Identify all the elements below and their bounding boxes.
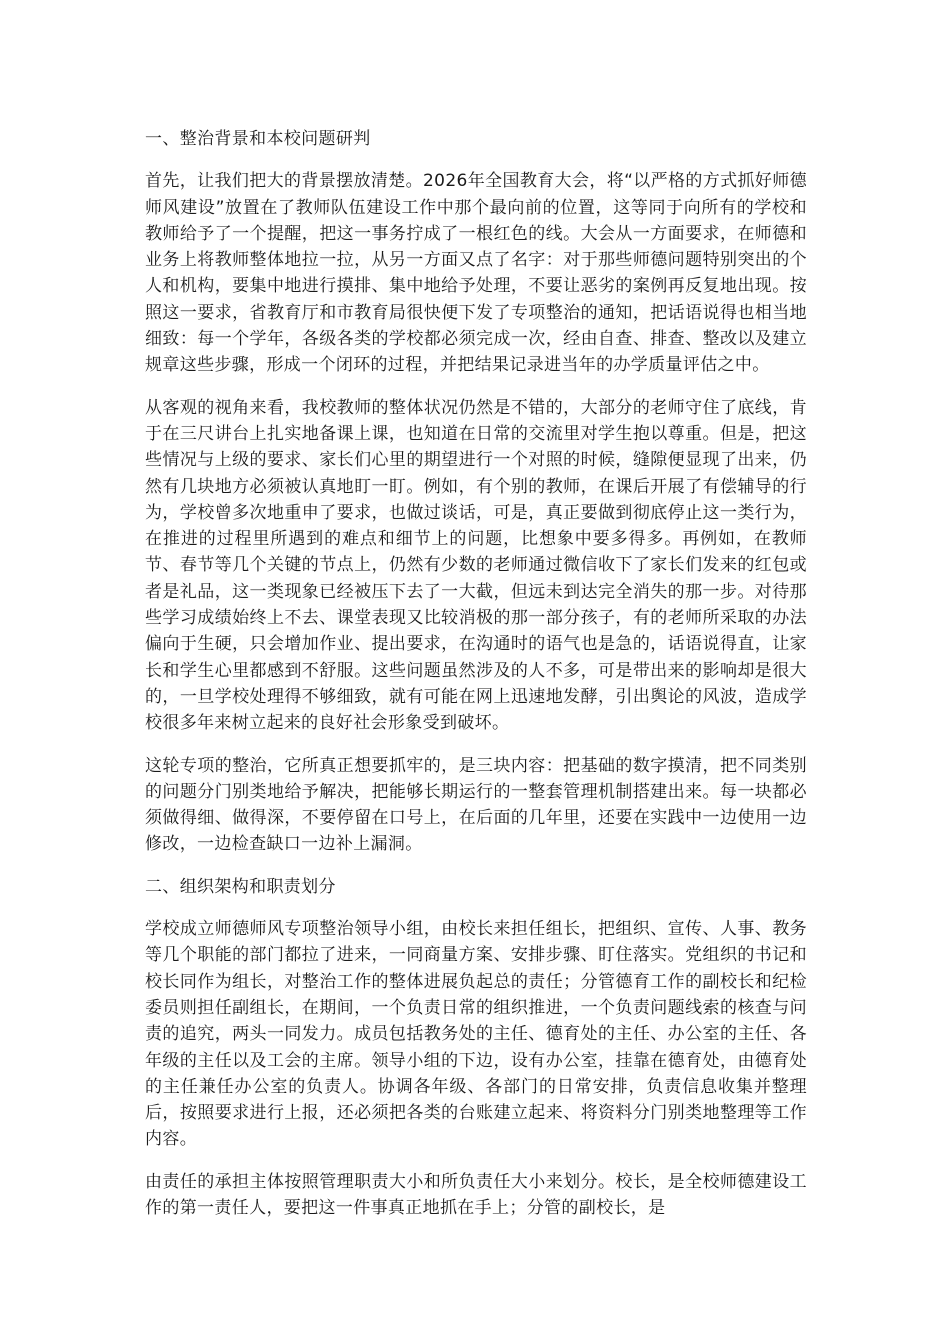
section-1-paragraph-3: 这轮专项的整治，它所真正想要抓牢的，是三块内容：把基础的数字摸清，把不同类别的问题分门别类地给予解决，把能够长期运行的一整套管理机制搭建出来。每一块都必须做得细、做得深，不要停留在口号上，在后面的几年里，还要在实践中一边使用一边修改，一边检查缺口一边补上漏洞。: [145, 755, 807, 855]
section-2-paragraph-1: 学校成立师德师风专项整治领导小组，由校长来担任组长，把组织、宣传、人事、教务等几个职能的部门都拉了进来，一同商量方案、安排步骤、盯住落实。党组织的书记和校长同作为组长，对整治工作的整体进展负起总的责任；分管德育工作的副校长和纪检委员则担任副组长，在期间，一个负责日常的组织推进，一个负责问题线索的核查与问责的追究，两头一同发力。成员包括教务处的主任、德育处的主任、办公室的主任、各年级的主任以及工会的主席。领导小组的下边，设有办公室，挂靠在德育处，由德育处的主任兼任办公室的负责人。协调各年级、各部门的日常安排，负责信息收集并整理后，按照要求进行上报，还必须把各类的台账建立起来、将资料分门别类地整理等工作内容。: [145, 919, 807, 1150]
section-2-heading: 二、组织架构和职责划分: [145, 876, 336, 897]
section-1-paragraph-2: 从客观的视角来看，我校教师的整体状况仍然是不错的，大部分的老师守住了底线，肯于在三尺讲台上扎实地备课上课，也知道在日常的交流里对学生抱以尊重。但是，把这些情况与上级的要求、家长们心里的期望进行一个对照的时候，缝隙便显现了出来，仍然有几块地方必须被认真地盯一盯。例如，有个别的教师，在课后开展了有偿辅导的行为，学校曾多次地重申了要求，也做过谈话，可是，真正要做到彻底停止这一类行为，在推进的过程里所遇到的难点和细节上的问题，比想象中要多得多。再例如，在教师节、春节等几个关键的节点上，仍然有少数的老师通过微信收下了家长们发来的红包或者是礼品，这一类现象已经被压下去了一大截，但远未到达完全消失的那一步。对待那些学习成绩始终上不去、课堂表现又比较消极的那一部分孩子，有的老师所采取的办法偏向于生硬，只会增加作业、提出要求，在沟通时的语气也是急的，话语说得直，让家长和学生心里都感到不舒服。这些问题虽然涉及的人不多，可是带出来的影响却是很大的，一旦学校处理得不够细致，就有可能在网上迅速地发酵，引出舆论的风波，造成学校很多年来树立起来的良好社会形象受到破坏。: [145, 397, 807, 734]
document-body: [145, 126, 807, 1237]
section-1-heading: 一、整治背景和本校问题研判: [145, 129, 371, 149]
section-2-paragraph-2: 由责任的承担主体按照管理职责大小和所负责任大小来划分。校长，是全校师德建设工作的第一责任人，要把这一件事真正地抓在手上；分管的副校长，是: [145, 1171, 807, 1218]
section-1-paragraph-1: 首先，让我们把大的背景摆放清楚。2026年全国教育大会，将“以严格的方式抓好师德师风建设”放置在了教师队伍建设工作中那个最向前的位置，这等同于向所有的学校和教师给予了一个提醒，把这一事务拧成了一根红色的线。大会从一方面要求，在师德和业务上将教师整体地拉一拉，从另一方面又点了名字：对于那些师德问题特别突出的个人和机构，要集中地进行摸排、集中地给予处理，不要让恶劣的案例再反复地出现。按照这一要求，省教育厅和市教育局很快便下发了专项整治的通知，把话语说得也相当地细致：每一个学年，各级各类的学校都必须完成一次，经由自查、排查、整改以及建立规章这些步骤，形成一个闭环的过程，并把结果记录进当年的办学质量评估之中。: [145, 171, 807, 376]
